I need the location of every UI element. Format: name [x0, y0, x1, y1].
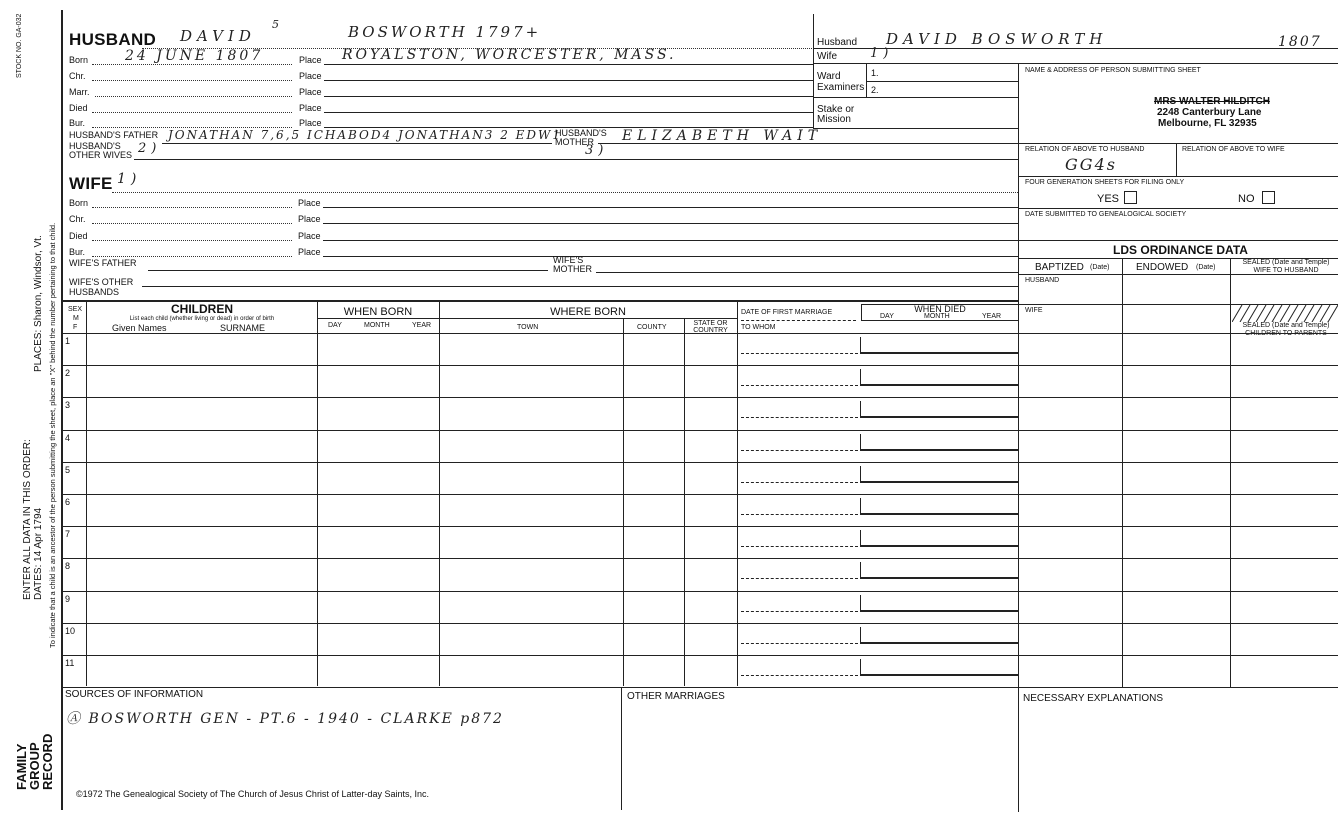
town-label: TOWN	[517, 324, 539, 331]
husband-father-value: JONATHAN 7,6,5 ICHABOD4 JONATHAN3 2 EDW1	[168, 128, 562, 142]
wife-father-label: WIFE'S FATHER	[69, 258, 137, 268]
child-row-number: 4	[65, 433, 71, 443]
explanations-label: NECESSARY EXPLANATIONS	[1023, 693, 1164, 704]
lds-sealed-children-2: CHILDREN TO PARENTS	[1245, 330, 1327, 337]
rt-stake-label-2: Mission	[817, 114, 851, 125]
lds-title: LDS ORDINANCE DATA	[1113, 243, 1248, 257]
lds-endowed-date: (Date)	[1196, 264, 1216, 271]
submitter-name: MRS WALTER HILDITCH	[1154, 96, 1270, 107]
stock-number: STOCK NO. GA-032	[16, 13, 23, 78]
child-row-number: 6	[65, 497, 71, 507]
lds-baptized: BAPTIZED	[1035, 262, 1084, 273]
other-wives-label-2: OTHER WIVES	[69, 150, 133, 160]
place-label: Place	[299, 55, 322, 65]
rt-ex2: 2.	[871, 85, 879, 95]
child-row-number: 10	[65, 626, 76, 636]
sex-m: M	[73, 315, 79, 322]
lds-sealed-children-1: SEALED (Date and Temple)	[1242, 322, 1330, 329]
place-label: Place	[299, 118, 322, 128]
husband-father-label: HUSBAND'S FATHER	[69, 130, 159, 140]
no-checkbox[interactable]	[1262, 191, 1275, 204]
wife-bur-label: Bur.	[69, 247, 86, 257]
copyright: ©1972 The Genealogical Society of The Church of Jesus Christ of Latter-day Saints, Inc.	[76, 789, 429, 799]
lds-wife-row: WIFE	[1025, 307, 1043, 314]
sex-f: F	[73, 324, 78, 331]
wife-other-husbands-label-1: WIFE'S OTHER	[69, 277, 134, 287]
husband-given-name: DAVID	[180, 27, 256, 45]
state-label-2: COUNTRY	[693, 327, 728, 334]
child-row-number: 5	[65, 465, 71, 475]
wife-born-label: Born	[69, 198, 89, 208]
submitter-city: Melbourne, FL 32935	[1158, 118, 1257, 129]
husband-mother-label-2: MOTHER	[555, 137, 594, 147]
when-died-label: WHEN DIED	[914, 304, 966, 314]
children-heading: CHILDREN	[171, 302, 233, 316]
husband-heading: HUSBAND	[69, 30, 157, 49]
enter-all-label: ENTER ALL DATA IN THIS ORDER:	[22, 439, 33, 600]
no-label: NO	[1238, 193, 1255, 205]
first-marriage-label: DATE OF FIRST MARRIAGE	[741, 309, 833, 316]
place-label: Place	[298, 214, 321, 224]
husband-surname: BOSWORTH 1797+	[348, 23, 542, 41]
form-title-record: RECORD	[40, 733, 55, 790]
born-year: YEAR	[412, 322, 432, 329]
dates-format-label: DATES: 14 Apr 1794	[33, 507, 44, 600]
places-format-label: PLACES: Sharon, Windsor, Vt.	[33, 235, 44, 372]
form-title-family: FAMILY	[14, 743, 29, 790]
husband-chr-label: Chr.	[69, 71, 86, 81]
four-gen-label: FOUR GENERATION SHEETS FOR FILING ONLY	[1025, 179, 1185, 186]
relation-husband-label: RELATION OF ABOVE TO HUSBAND	[1025, 146, 1145, 153]
other-wives-value: 2)	[138, 141, 162, 156]
rt-husband-value: DAVID BOSWORTH	[886, 30, 1108, 48]
wife-chr-label: Chr.	[69, 214, 86, 224]
place-label: Place	[298, 247, 321, 257]
lds-endowed: ENDOWED	[1136, 262, 1189, 273]
husband-superscript: 5	[272, 18, 284, 31]
rt-husband-label: Husband	[817, 37, 858, 48]
wife-number: 1)	[117, 171, 142, 187]
husband-bur-label: Bur.	[69, 118, 86, 128]
wife-died-label: Died	[69, 231, 88, 241]
born-month: MONTH	[364, 322, 390, 329]
where-born-label: WHERE BORN	[550, 306, 626, 318]
submitter-label: NAME & ADDRESS OF PERSON SUBMITTING SHEET	[1025, 67, 1201, 74]
given-names-label: Given Names	[112, 323, 167, 333]
yes-checkbox[interactable]	[1124, 191, 1137, 204]
relation-husband-value: GG4s	[1065, 155, 1117, 174]
ancestor-note: To indicate that a child is an ancestor of the person submitting the sheet, place an "X" behind the number pertaining to that child.	[48, 222, 57, 648]
husband-born-label: Born	[69, 55, 89, 65]
form-title-group: GROUP	[27, 742, 42, 790]
lds-sealed-wife-2: WIFE TO HUSBAND	[1253, 267, 1319, 274]
lds-baptized-date: (Date)	[1090, 264, 1110, 271]
state-label-1: STATE OR	[693, 320, 728, 327]
wife-mother-label-2: MOTHER	[553, 264, 592, 274]
submitter-street: 2248 Canterbury Lane	[1157, 107, 1262, 118]
hatched-cell	[1232, 305, 1338, 322]
lds-husband-row: HUSBAND	[1025, 277, 1060, 284]
child-row-number: 3	[65, 400, 71, 410]
child-row-number: 8	[65, 561, 71, 571]
husband-mother-label-1: HUSBAND'S	[555, 128, 607, 138]
county-label: COUNTY	[637, 324, 667, 331]
husband-mother-value: ELIZABETH WAIT	[622, 128, 823, 144]
place-label: Place	[298, 198, 321, 208]
place-label: Place	[299, 87, 322, 97]
sources-value: Ⓐ BOSWORTH GEN - PT.6 - 1940 - CLARKE p872	[66, 711, 504, 727]
died-month: MONTH	[924, 313, 950, 320]
husband-marr-label: Marr.	[69, 87, 90, 97]
rt-husband-year: 1807	[1278, 34, 1322, 50]
child-row-number: 9	[65, 594, 71, 604]
surname-label: SURNAME	[220, 323, 266, 333]
lds-sealed-wife-1: SEALED (Date and Temple)	[1242, 259, 1330, 266]
child-row-number: 11	[65, 658, 75, 668]
husband-died-label: Died	[69, 103, 88, 113]
other-wives-value-2: 3)	[585, 143, 609, 158]
child-row-number: 7	[65, 529, 71, 539]
relation-wife-label: RELATION OF ABOVE TO WIFE	[1182, 146, 1285, 153]
child-row-number: 2	[65, 368, 71, 378]
other-wives-label-1: HUSBAND'S	[69, 141, 121, 151]
other-marriages-label: OTHER MARRIAGES	[627, 691, 725, 702]
husband-born-date: 24 JUNE 1807	[125, 48, 264, 64]
died-day: DAY	[880, 313, 894, 320]
divider-main-right	[813, 14, 814, 129]
sources-label: SOURCES OF INFORMATION	[65, 689, 204, 700]
place-label: Place	[299, 71, 322, 81]
died-year: YEAR	[982, 313, 1002, 320]
wife-heading: WIFE	[69, 174, 113, 193]
rt-ward-label: Ward	[817, 71, 841, 82]
place-label: Place	[299, 103, 322, 113]
rt-examiners-label: Examiners	[817, 82, 865, 93]
born-day: DAY	[328, 322, 342, 329]
wife-other-husbands-label-2: HUSBANDS	[69, 287, 120, 297]
children-list-note: List each child (whether living or dead) in order of birth	[129, 316, 275, 322]
rt-wife-value: 1)	[870, 46, 894, 61]
date-submitted-label: DATE SUBMITTED TO GENEALOGICAL SOCIETY	[1025, 211, 1187, 218]
rt-stake-label-1: Stake or	[817, 104, 855, 115]
rt-wife-label: Wife	[817, 51, 837, 62]
yes-label: YES	[1097, 193, 1120, 205]
sex-label: SEX	[68, 306, 83, 313]
to-whom-label: TO WHOM	[741, 324, 776, 331]
husband-born-place: ROYALSTON, WORCESTER, MASS.	[342, 47, 677, 63]
when-born-label: WHEN BORN	[343, 306, 413, 318]
place-label: Place	[298, 231, 321, 241]
rt-ex1: 1.	[871, 68, 879, 78]
wife-mother-label-1: WIFE'S	[553, 255, 584, 265]
child-row-number: 1	[65, 336, 71, 346]
